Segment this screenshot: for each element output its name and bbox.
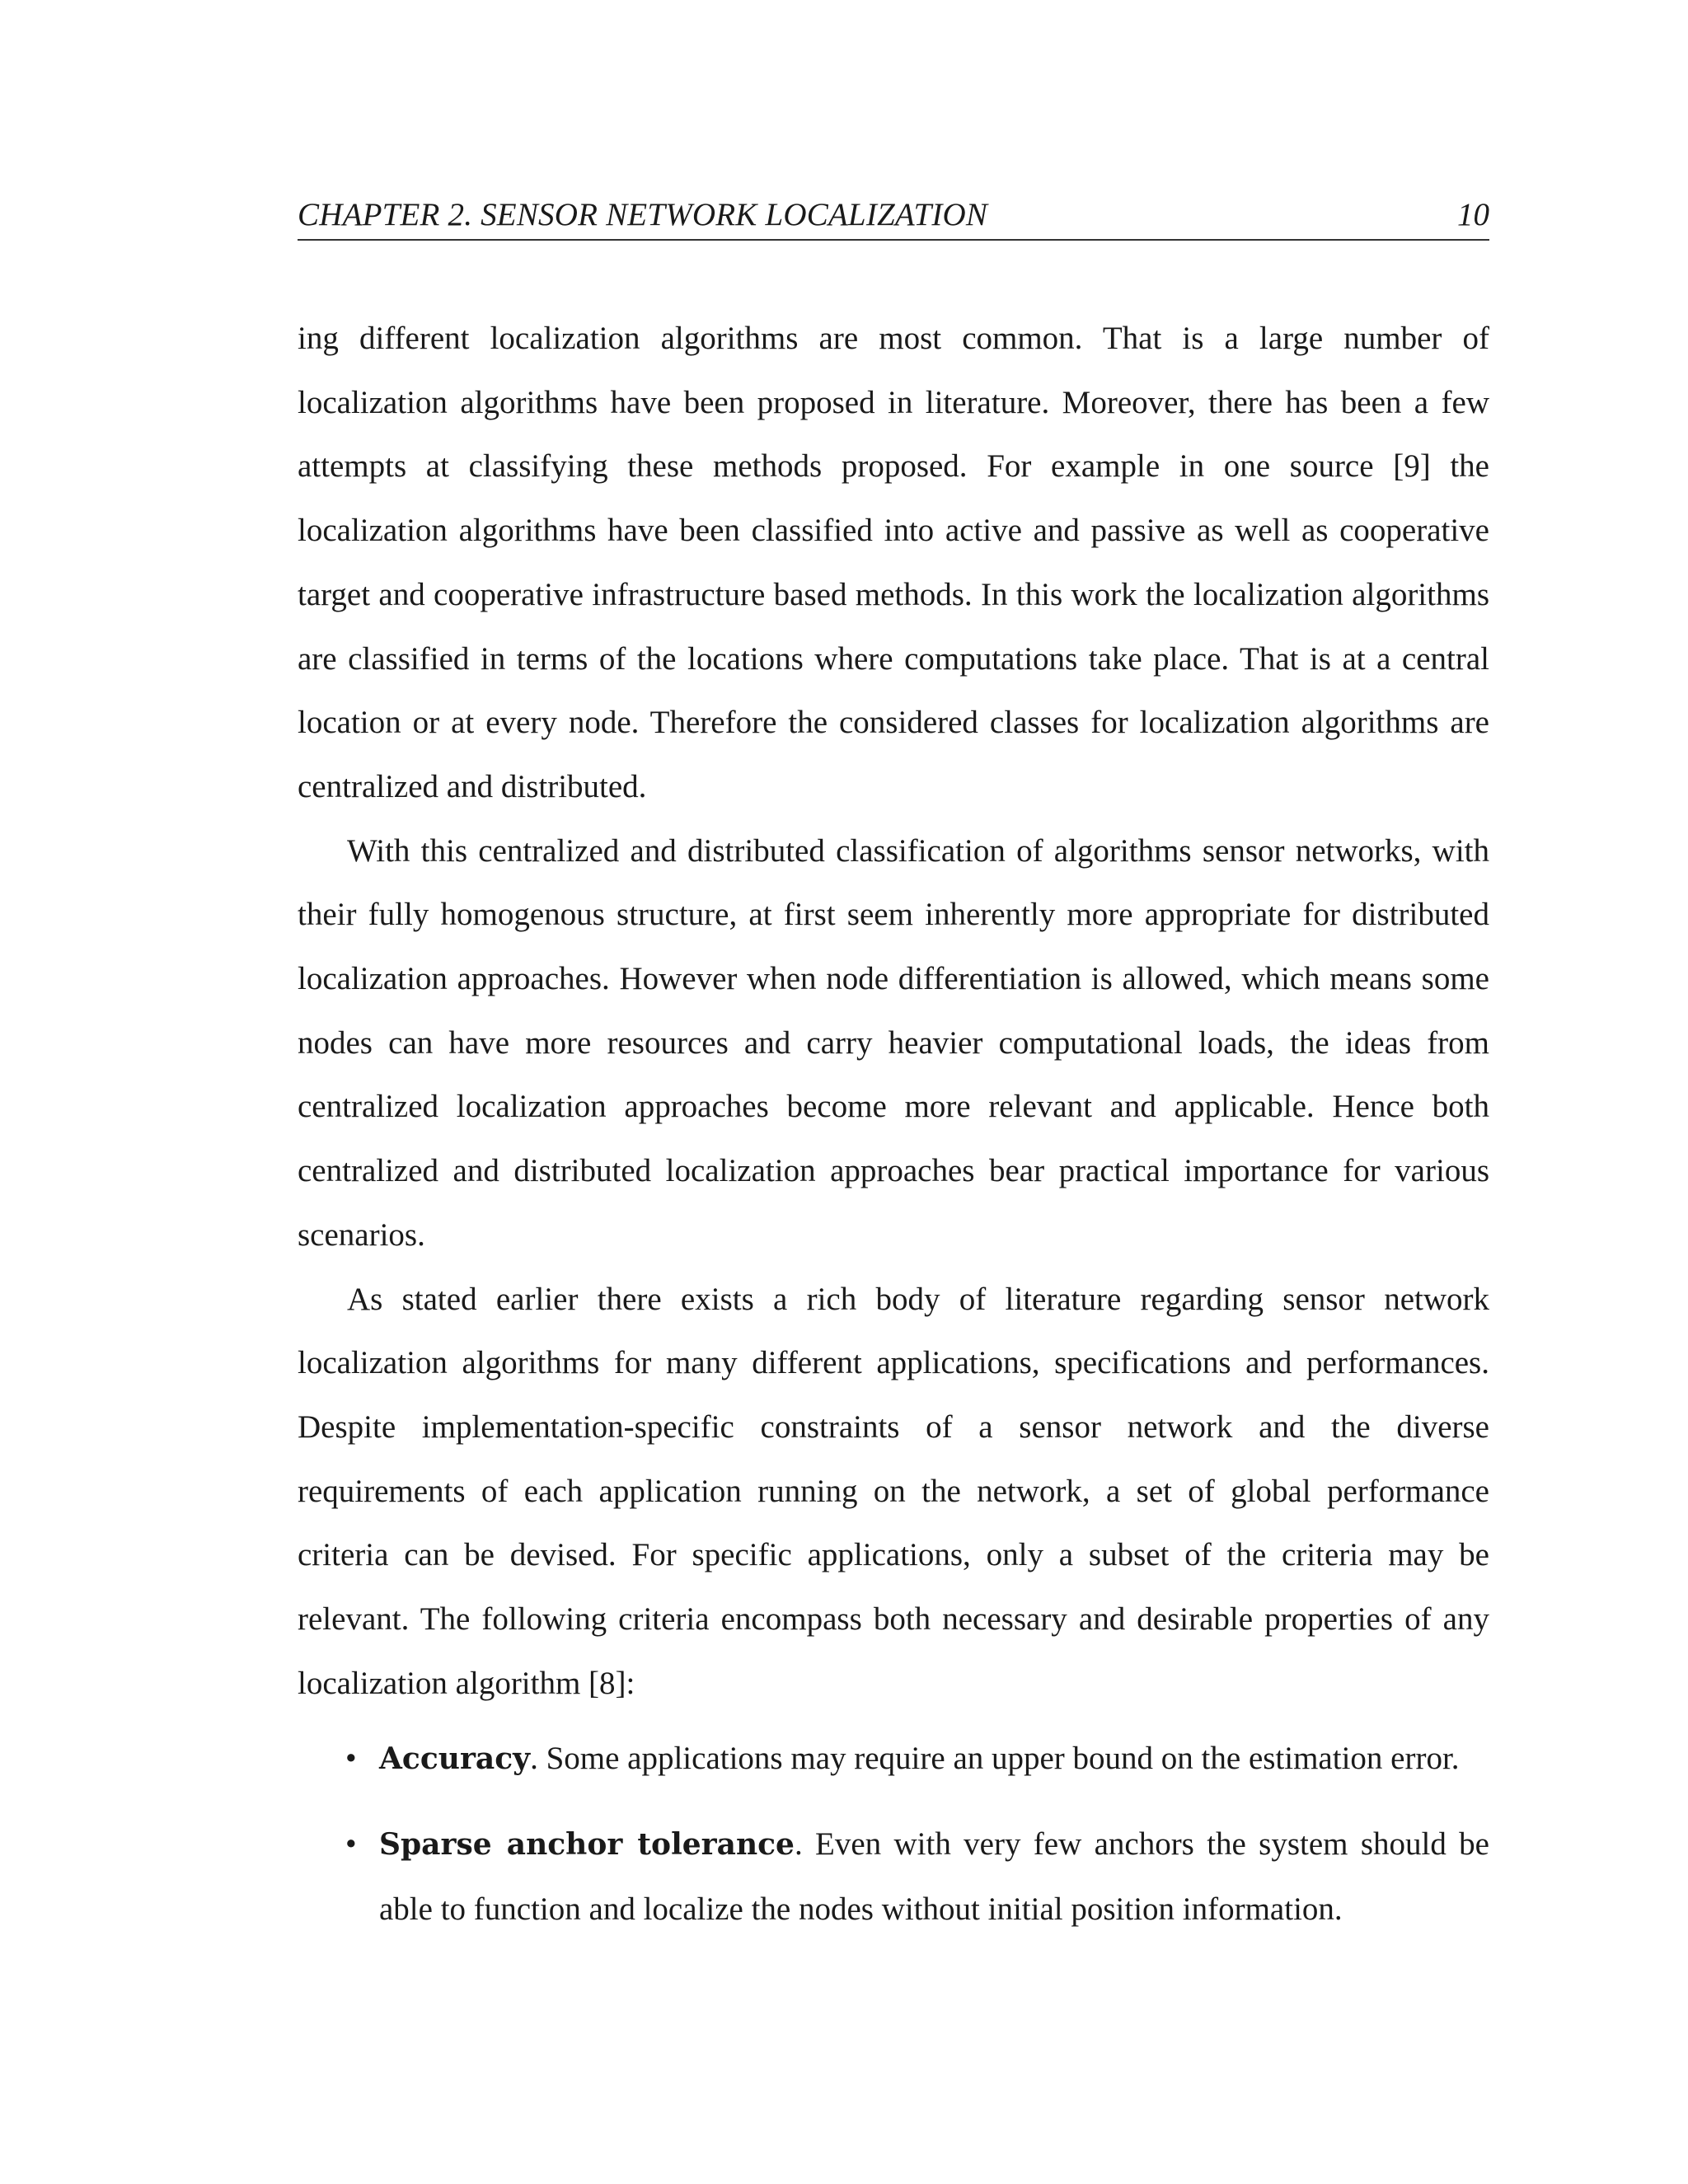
- list-item-sparse-anchor-tolerance: [298, 1812, 1489, 1941]
- criterion-title: Accuracy: [379, 1741, 531, 1777]
- paragraph-continuation: ing different localization algorithms are most common. That is a large number of localization algorithms have been proposed in literature. Moreover, there has been a few attempts at classifying these methods proposed. For example in one source [9] the localization algorithms have been classified into active and passive as well as cooperative target and cooperative infrastructure based methods. In this work the localization algorithms are classified in terms of the locations where computations take place. That is at a central location or at every node. Therefore the considered classes for localization algorithms are centralized and distributed.: [298, 321, 1489, 804]
- criterion-title: Sparse anchor tolerance: [379, 1827, 795, 1863]
- bullet-icon: •: [345, 1741, 357, 1777]
- paragraph-criteria-intro: As stated earlier there exists a rich body of literature regarding sensor network localization algorithms for many different applications, specifications and performances. Despite implementation-specific constraints of a sensor network and the diverse requirements of each application running on the network, a set of global performance criteria can be devised. For specific applications, only a subset of the criteria may be relevant. The following criteria encompass both necessary and desirable properties of any localization algorithm [8]:: [298, 1281, 1489, 1701]
- chapter-title: CHAPTER 2. SENSOR NETWORK LOCALIZATION: [298, 197, 988, 232]
- body-text: [298, 307, 1489, 1962]
- list-item-accuracy: [298, 1727, 1489, 1792]
- bullet-icon: •: [345, 1826, 357, 1863]
- running-header: [298, 194, 1489, 241]
- criterion-text: . Even with very few anchors the system should be able to function and localize the nodes without initial position information.: [379, 1826, 1489, 1927]
- criteria-list: [298, 1727, 1489, 1941]
- paragraph-classification: With this centralized and distributed classification of algorithms sensor networks, with their fully homogenous structure, at first seem inherently more appropriate for distributed localization approaches. However when node differentiation is allowed, which means some nodes can have more resources and carry heavier computational loads, the ideas from centralized localization approaches become more relevant and applicable. Hence both centralized and distributed localization approaches bear practical importance for various scenarios.: [298, 832, 1489, 1253]
- criterion-text: . Some applications may require an upper bound on the estimation error.: [530, 1741, 1460, 1777]
- page-number: 10: [1457, 197, 1489, 232]
